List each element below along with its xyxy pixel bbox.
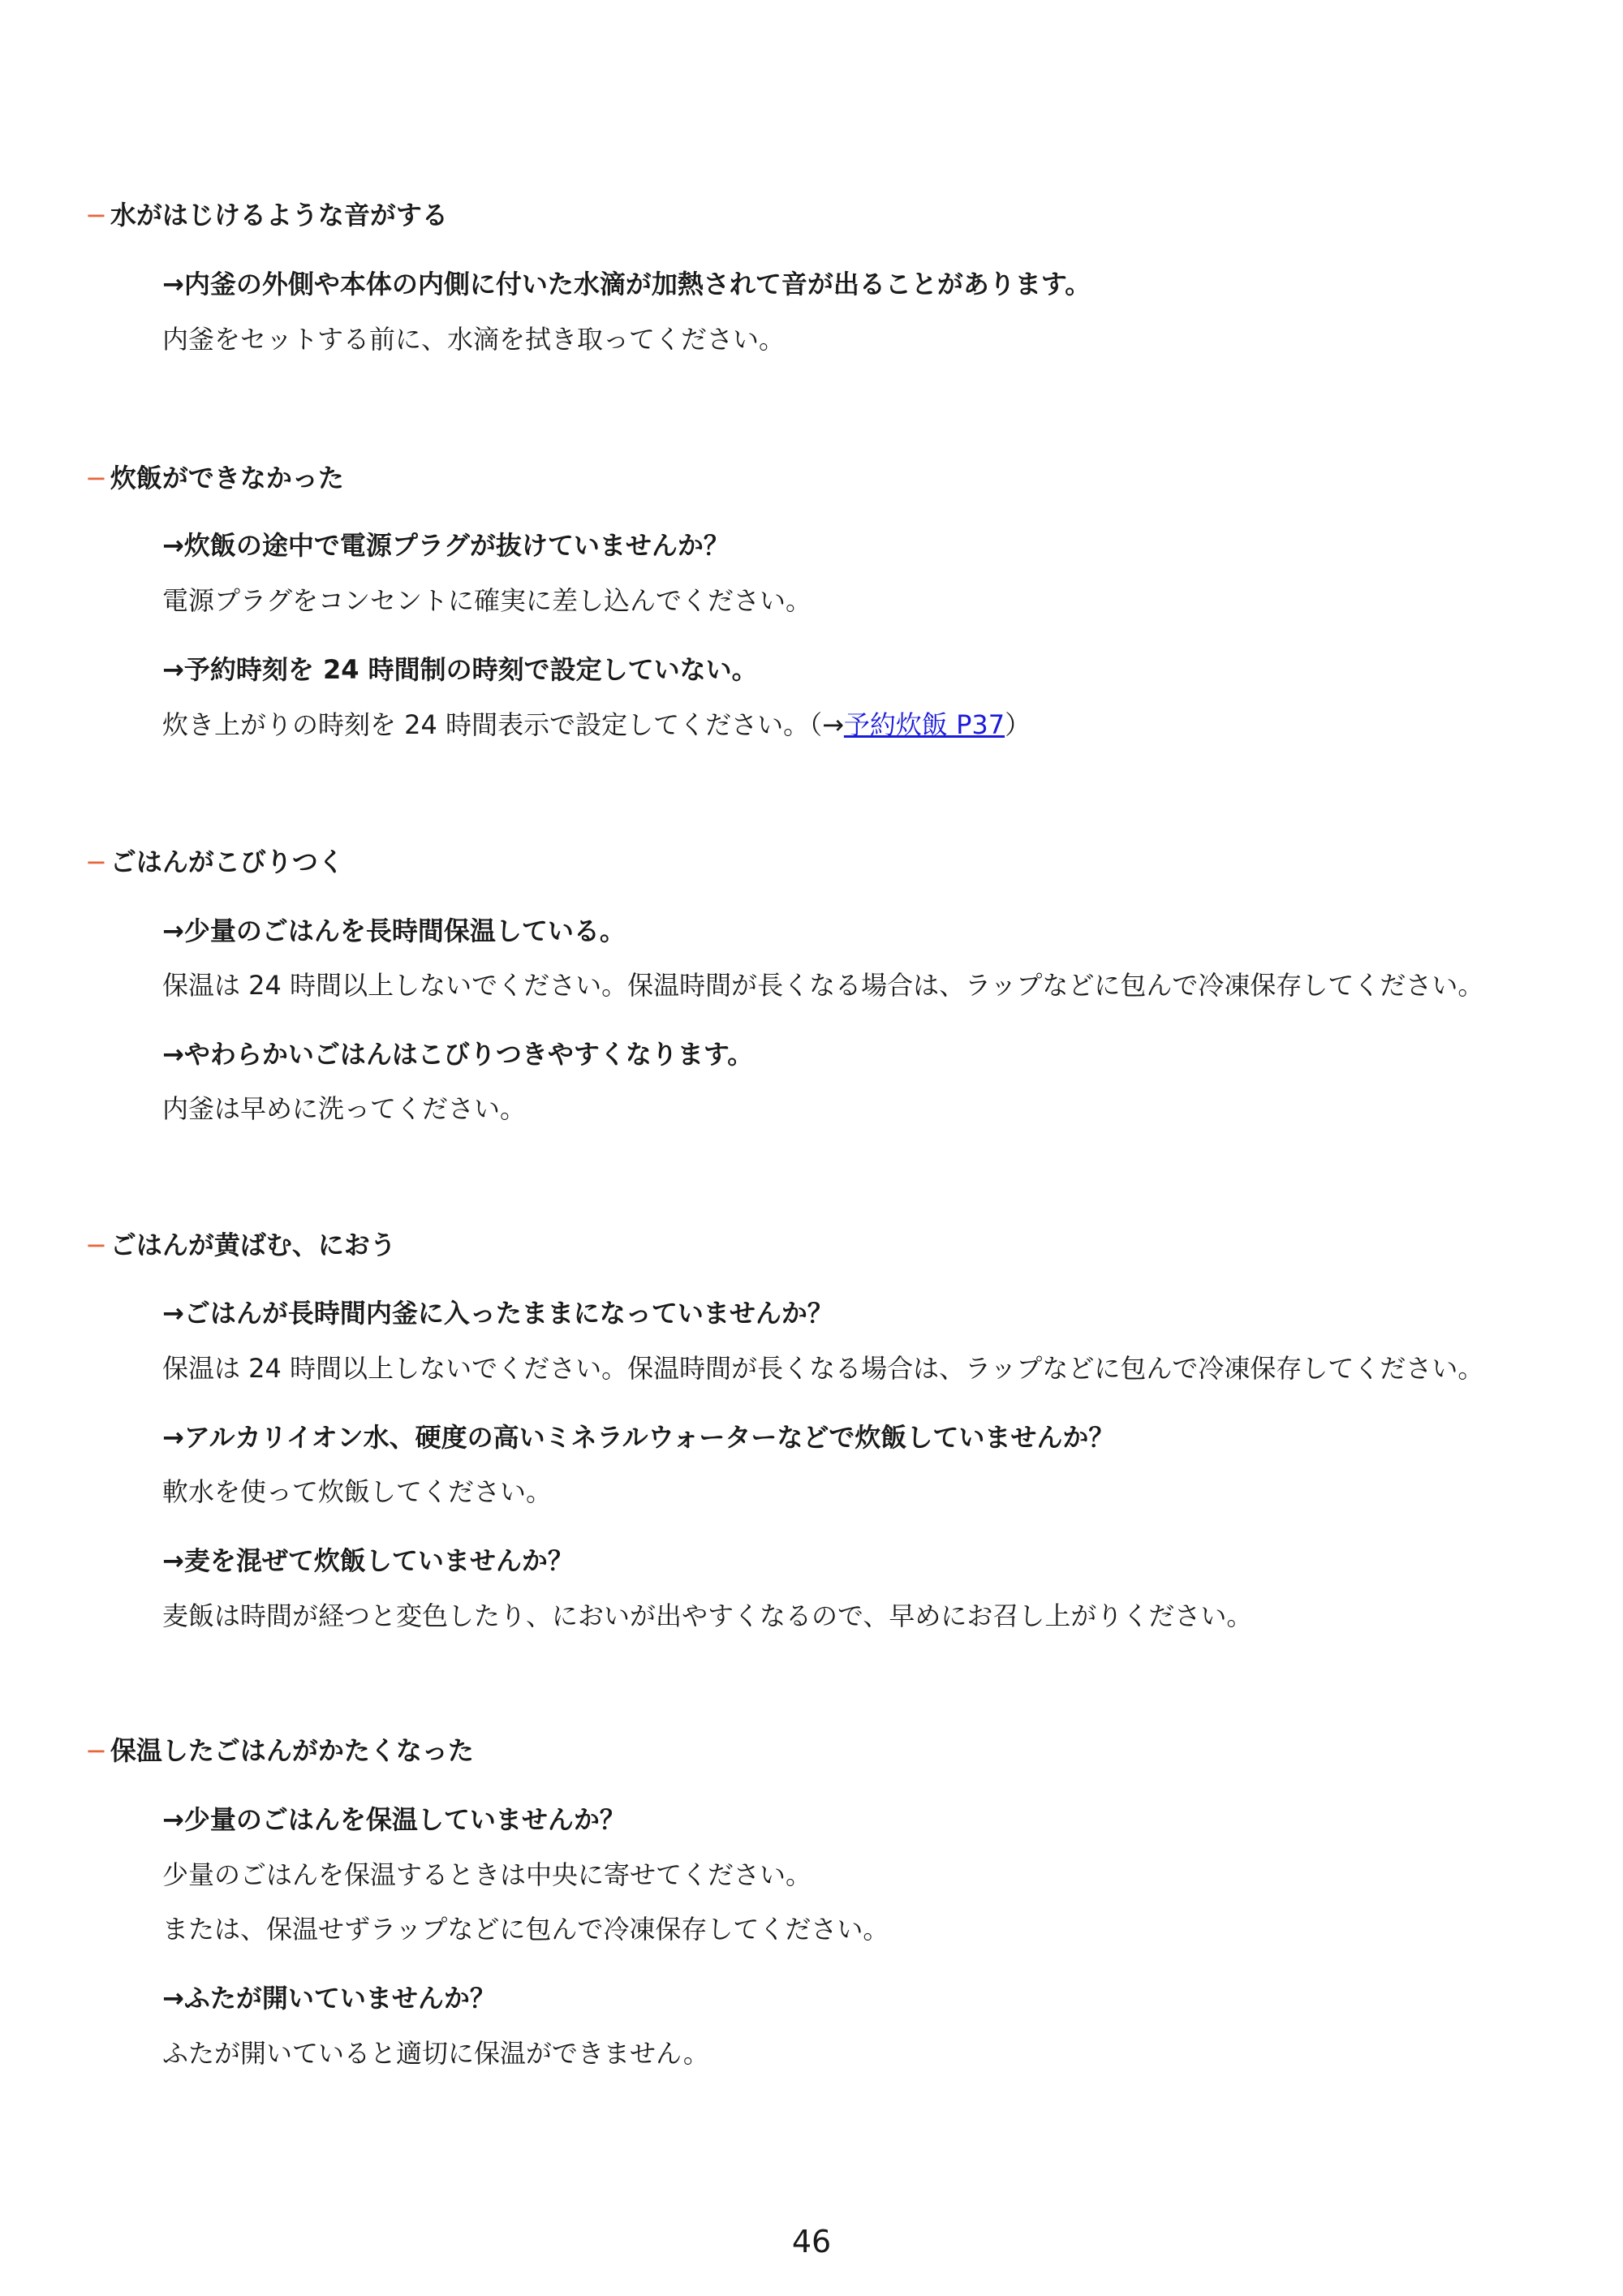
cause-text: →炊飯の途中で電源プラグが抜けていませんか？ — [162, 530, 730, 561]
section-title-text: ごはんが黄ばむ、におう — [110, 1230, 396, 1260]
cause-text: →やわらかいごはんはこびりつきやすくなります。 — [162, 1039, 754, 1070]
remedy-text: 電源プラグをコンセントに確実に差し込んでください。 — [162, 585, 812, 616]
remedy-text: 内釜をセットする前に、水滴を拭き取ってください。 — [162, 324, 786, 355]
cause-text: →内釜の外側や本体の内側に付いた水滴が加熱されて音が出ることがあります。 — [162, 269, 1091, 299]
section-title — [85, 1730, 474, 1768]
section-title — [85, 842, 344, 879]
dash-marker: − — [85, 1735, 107, 1766]
section-title — [85, 195, 448, 232]
section-title — [85, 458, 344, 495]
cause-text: →少量のごはんを長時間保温している。 — [162, 915, 626, 946]
section-title-text: ごはんがこびりつく — [110, 846, 344, 877]
page-number: 46 — [791, 2224, 832, 2259]
section-title-text: 保温したごはんがかたくなった — [110, 1735, 474, 1766]
section-title-text: 水がはじけるような音がする — [110, 200, 448, 230]
cause-text: →予約時刻を 24 時間制の時刻で設定していない。 — [162, 654, 758, 685]
remedy-text — [162, 704, 1031, 742]
remedy-text-prefix: 炊き上がりの時刻を 24 時間表示で設定してください。（→ — [162, 709, 844, 740]
reference-link[interactable]: 予約炊飯 P37 — [843, 709, 1005, 740]
dash-marker: − — [85, 463, 107, 493]
section-title-text: 炊飯ができなかった — [110, 463, 344, 493]
dash-marker: − — [85, 1230, 107, 1260]
cause-text: →麦を混ぜて炊飯していませんか？ — [162, 1545, 574, 1576]
remedy-text: 保温は 24 時間以上しないでください。保温時間が長くなる場合は、ラップなどに包んで冷凍保存してください。 — [162, 970, 1484, 1001]
remedy-text: ふたが開いていると適切に保温ができません。 — [162, 2038, 709, 2069]
remedy-text: 麦飯は時間が経つと変色したり、においが出やすくなるので、早めにお召し上がりください。 — [162, 1600, 1253, 1631]
cause-text: →ふたが開いていませんか？ — [162, 1983, 496, 2014]
dash-marker: − — [85, 200, 107, 230]
remedy-text-suffix: ） — [1005, 709, 1031, 740]
remedy-text: 軟水を使って炊飯してください。 — [162, 1476, 553, 1507]
section-title — [85, 1225, 396, 1262]
dash-marker: − — [85, 846, 107, 877]
cause-text: →少量のごはんを保温していませんか？ — [162, 1804, 626, 1835]
remedy-text: 内釜は早めに洗ってください。 — [162, 1093, 527, 1124]
remedy-text: または、保温せずラップなどに包んで冷凍保存してください。 — [162, 1914, 889, 1945]
cause-text: →アルカリイオン水、硬度の高いミネラルウォーターなどで炊飯していませんか？ — [162, 1422, 1115, 1453]
remedy-text: 少量のごはんを保温するときは中央に寄せてください。 — [162, 1859, 812, 1890]
remedy-text: 保温は 24 時間以上しないでください。保温時間が長くなる場合は、ラップなどに包んで冷凍保存してください。 — [162, 1353, 1484, 1384]
cause-text: →ごはんが長時間内釜に入ったままになっていませんか？ — [162, 1298, 833, 1329]
